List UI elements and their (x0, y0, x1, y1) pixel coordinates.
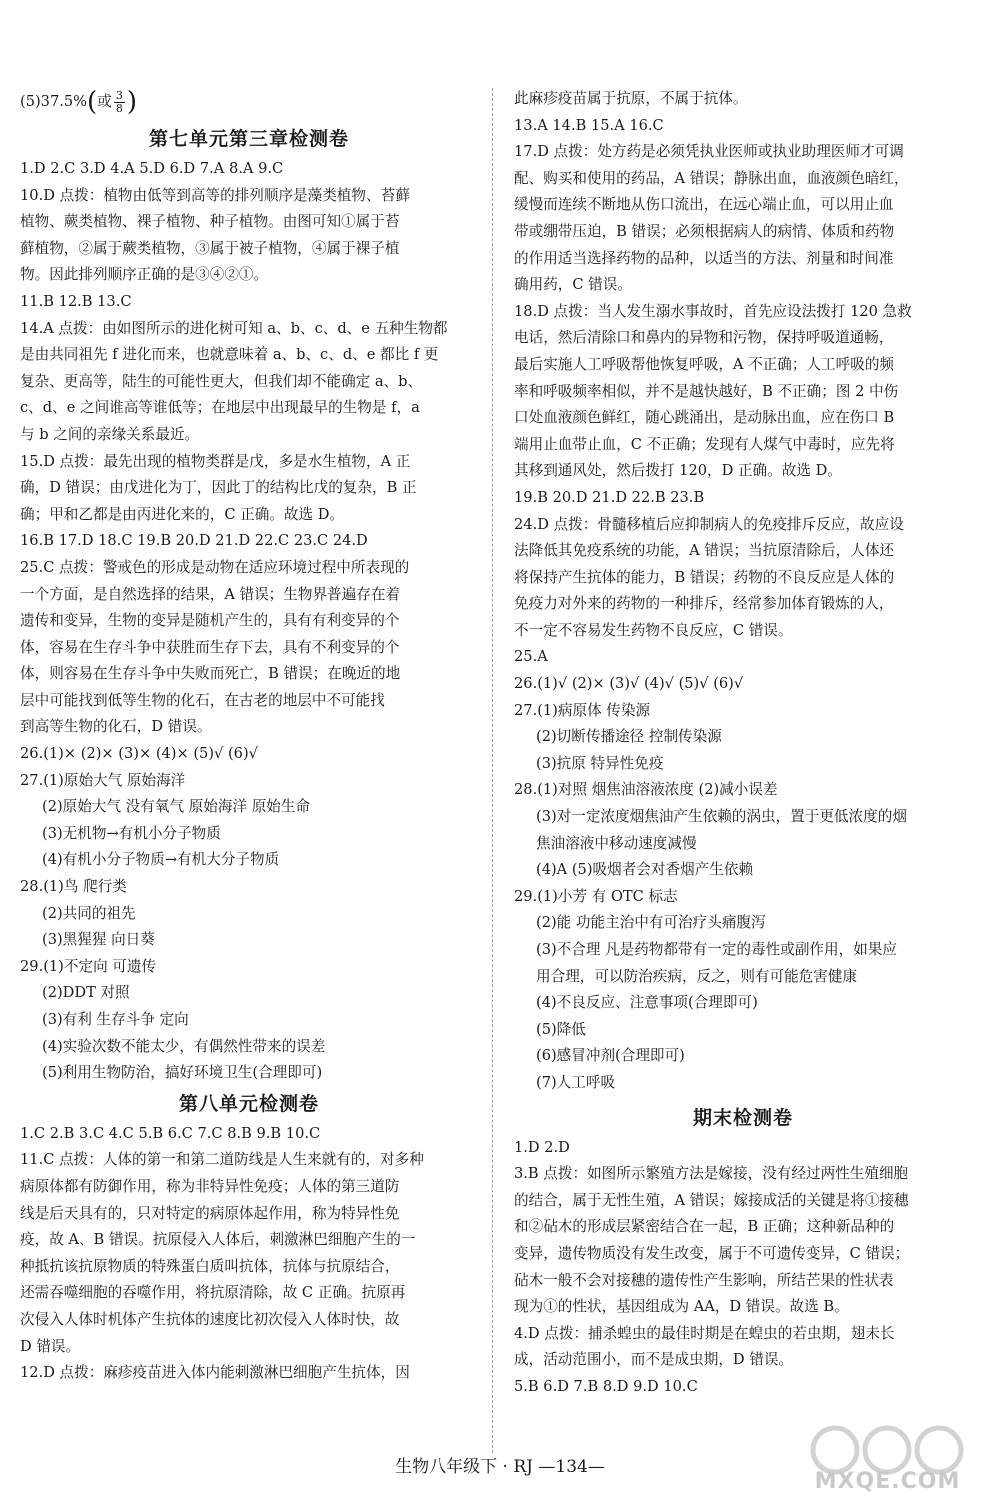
answer-line: 确；甲和乙都是由丙进化来的，C 正确。故选 D。 (20, 505, 345, 523)
answer-line: 缓慢而连续不断地从伤口流出，在远心端止血，可以用止血 (514, 196, 894, 214)
answer-line: 的作用适当选择药物的品种，以适当的方法、剂量和时间准 (514, 249, 894, 267)
answer-line: (4)不良反应、注意事项(合理即可) (536, 994, 758, 1012)
answer-line: 13.A 14.B 15.A 16.C (514, 116, 664, 134)
answer-line: 端用止血带止血，C 不正确；发现有人煤气中毒时，应先将 (514, 435, 895, 453)
right-column (514, 86, 972, 1401)
answer-line: 27.(1)病原体 传染源 (514, 701, 651, 719)
answer-line: (3)有利 生存斗争 定向 (42, 1011, 189, 1028)
left-block-6 (20, 980, 478, 1086)
answer-line: (4)有机小分子物质→有机大分子物质 (42, 851, 280, 869)
answer-line: 4.D 点拨：捕杀蝗虫的最佳时期是在蝗虫的若虫期，翅未长 (514, 1324, 895, 1342)
answer-line: 线是后天具有的，只对特定的病原体起作用，称为特异性免 (20, 1204, 400, 1222)
answer-line: 口处血液颜色鲜红，随心跳涌出，是动脉出血，应在伤口 B (514, 409, 895, 427)
answer-line: 体，容易在生存斗争中获胜而生存下去，具有不利变异的个 (20, 638, 400, 656)
answer-line: 24.D 点拨：骨髓移植后应抑制病人的免疫排斥反应，故应设 (514, 515, 904, 533)
answer-line: 将保持产生抗体的能力，B 错误；药物的不良反应是人体的 (514, 568, 895, 586)
answer-line: c、d、e 之间谁高等谁低等；在地层中出现最早的生物是 f，a (20, 399, 420, 417)
left-block-5 (20, 954, 478, 981)
answer-line: 次侵入人体时机体产生抗体的速度比初次侵入人体时快，故 (20, 1310, 400, 1328)
left-block-4 (20, 901, 478, 954)
answer-line: 最后实施人工呼吸帮他恢复呼吸，A 不正确；人工呼吸的频 (514, 355, 895, 373)
answer-line: 29.(1)小芳 有 OTC 标志 (514, 887, 678, 905)
answer-line: 1.D 2.C 3.D 4.A 5.D 6.D 7.A 8.A 9.C (20, 160, 284, 177)
answer-line: (2)共同的祖先 (42, 904, 136, 922)
answer-line: 3.B 点拨：如图所示繁殖方法是嫁接，没有经过两性生殖细胞 (514, 1165, 909, 1183)
answer-line: D 错误。 (20, 1337, 81, 1355)
answer-line: 藓植物，②属于蕨类植物，③属于被子植物，④属于裸子植 (20, 239, 400, 257)
answer-line: 26.(1)√ (2)× (3)√ (4)√ (5)√ (6)√ (514, 675, 744, 693)
right-block-3 (514, 777, 972, 804)
answer-line: 11.C 点拨：人体的第一和第二道防线是人生来就有的，对多种 (20, 1151, 424, 1169)
answer-line: 配、购买和使用的药品，A 错误；静脉出血，血液颜色暗红， (514, 169, 909, 187)
answer-line: 复杂、更高等，陆生的可能性更大，但我们却不能确定 a、b、 (20, 372, 423, 390)
answer-line: 到高等生物的化石，D 错误。 (20, 718, 212, 736)
intro-close-paren: ) (126, 87, 137, 117)
answer-line: (5)降低 (536, 1020, 586, 1038)
left-block-3 (20, 874, 478, 901)
right-block-2 (514, 724, 972, 777)
answer-line: 12.D 点拨：麻疹疫苗进入体内能刺激淋巴细胞产生抗体，因 (20, 1364, 410, 1382)
answer-line: 是由共同祖先 f 进化而来，也就意味着 a、b、c、d、e 都比 f 更 (20, 346, 439, 364)
answer-line: (7)人工呼吸 (536, 1073, 616, 1091)
answer-line: 电话，然后清除口和鼻内的异物和污物，保持呼吸道通畅， (514, 329, 894, 347)
answer-line: 确，D 错误；由戊进化为丁，因此丁的结构比戊的复杂，B 正 (20, 479, 417, 497)
intro-open-paren: ( (87, 87, 98, 117)
answer-line: 物。因此排列顺序正确的是③④②①。 (20, 266, 269, 284)
answer-line: 25.C 点拨：警戒色的形成是动物在适应环境过程中所表现的 (20, 558, 410, 576)
answer-line: 率和呼吸频率相似，并不是越快越好，B 不正确；图 2 中伤 (514, 382, 899, 400)
answer-line: 一个方面，是自然选择的结果，A 错误；生物界普遍存在着 (20, 585, 401, 603)
answer-line: 变异，遗传物质没有发生改变，属于不可遗传变异，C 错误； (514, 1244, 910, 1262)
left-block-7 (20, 1121, 478, 1387)
page-footer: 生物八年级下 · RJ —134— (395, 1457, 605, 1477)
right-block-1 (514, 86, 972, 724)
answer-line: 28.(1)对照 烟焦油溶液浓度 (2)减小误差 (514, 781, 778, 799)
answer-line: 10.D 点拨：植物由低等到高等的排列顺序是藻类植物、苔藓 (20, 186, 410, 204)
answer-line: 砧木一般不会对接穗的遗传性产生影响，所结芒果的性状表 (514, 1271, 894, 1289)
answer-line: 与 b 之间的亲缘关系最近。 (20, 425, 200, 443)
answer-line: 植物、蕨类植物、裸子植物、种子植物。由图可知①属于苔 (20, 213, 400, 231)
answer-line: 带或绷带压迫，B 错误；必须根据病人的病情、体质和药物 (514, 222, 895, 240)
answer-line: 焦油溶液中移动速度减慢 (536, 834, 697, 852)
intro-or: 或 (97, 92, 112, 110)
answer-line: (4)实验次数不能太少，有偶然性带来的误差 (42, 1037, 326, 1055)
answer-line: 15.D 点拨：最先出现的植物类群是戊，多是水生植物，A 正 (20, 452, 411, 470)
fraction-numerator: 3 (115, 88, 123, 102)
answer-line: (3)无机物→有机小分子物质 (42, 824, 221, 842)
answer-line: 19.B 20.D 21.D 22.B 23.B (514, 488, 705, 506)
answer-line: 现为①的性状，基因组成为 AA，D 错误。故选 B。 (514, 1298, 849, 1316)
watermark-badge-icon (795, 1420, 980, 1476)
answer-line: 和②砧木的形成层紧密结合在一起，B 正确；这种新品种的 (514, 1218, 895, 1236)
answer-line: (2)DDT 对照 (42, 984, 130, 1002)
answer-line: 还需吞噬细胞的吞噬作用，将抗原清除，故 C 正确。抗原再 (20, 1284, 406, 1302)
answer-line: (3)黑猩猩 向日葵 (42, 931, 155, 949)
intro-prefix: (5)37.5% (20, 92, 88, 110)
answer-line: 病原体都有防御作用，称为非特异性免疫；人体的第三道防 (20, 1177, 400, 1195)
answer-line: 种抵抗该抗原物质的特殊蛋白质叫抗体，抗体与抗原结合， (20, 1257, 400, 1275)
answer-line: (2)原始大气 没有氧气 原始海洋 原始生命 (42, 798, 311, 816)
answer-line: 28.(1)鸟 爬行类 (20, 878, 127, 896)
answer-line: 免疫力对外来的药物的一种排斥，经常参加体育锻炼的人， (514, 595, 894, 613)
answer-line: 29.(1)不定向 可遗传 (20, 957, 157, 975)
answer-line: 25.A (514, 648, 548, 666)
answer-line: 27.(1)原始大气 原始海洋 (20, 771, 186, 789)
answer-line: 确用药，C 错误。 (514, 276, 632, 294)
fraction-denominator: 8 (115, 101, 123, 115)
left-block-1 (20, 156, 478, 794)
answer-line: 1.D 2.D (514, 1138, 570, 1156)
answer-line: 不一定不容易发生药物不良反应，C 错误。 (514, 621, 793, 639)
answer-line: 18.D 点拨：当人发生溺水事故时，首先应设法拨打 120 急救 (514, 302, 912, 320)
answer-line: 11.B 12.B 13.C (20, 292, 132, 310)
right-block-7 (514, 1135, 972, 1401)
answer-line: (4)A (5)吸烟者会对香烟产生依赖 (536, 861, 754, 879)
right-block-6 (514, 910, 972, 1096)
answer-line: 体，则容易在生存斗争中失败而死亡，B 错误；在晚近的地 (20, 665, 401, 683)
answer-line: (3)抗原 特异性免疫 (536, 754, 664, 772)
answer-line: 1.C 2.B 3.C 4.C 5.B 6.C 7.C 8.B 9.B 10.C (20, 1124, 321, 1142)
answer-line: 17.D 点拨：处方药是必须凭执业医师或执业助理医师才可调 (514, 143, 904, 161)
left-column (20, 82, 478, 1387)
answer-line: (2)切断传播途径 控制传染源 (536, 728, 722, 746)
answer-line: 16.B 17.D 18.C 19.B 20.D 21.D 22.C 23.C 24.D (20, 532, 368, 550)
column-divider (492, 88, 493, 1453)
answer-line: (6)感冒冲剂(合理即可) (536, 1047, 685, 1065)
answer-line: 用合理，可以防治疾病，反之，则有可能危害健康 (536, 967, 858, 985)
answer-line: 法降低其免疫系统的功能，A 错误；当抗原清除后，人体还 (514, 542, 895, 560)
right-block-5 (514, 884, 972, 911)
intro-line (20, 82, 478, 122)
right-block-4 (514, 804, 972, 884)
intro-fraction (114, 90, 125, 115)
left-block-2 (20, 794, 478, 874)
answer-line: 5.B 6.D 7.B 8.D 9.D 10.C (514, 1377, 698, 1395)
answer-line: (2)能 功能主治中有可治疗头痛腹泻 (536, 914, 766, 932)
section-heading-final-exam: 期末检测卷 (692, 1106, 793, 1129)
answer-line: (3)不合理 凡是药物都带有一定的毒性或副作用，如果应 (536, 941, 897, 958)
answer-line: 的结合，属于无性生殖，A 错误；嫁接成活的关键是将①接穗 (514, 1191, 909, 1209)
section-heading-unit7-ch3: 第七单元第三章检测卷 (148, 128, 349, 150)
answer-line: 26.(1)× (2)× (3)× (4)× (5)√ (6)√ (20, 745, 258, 763)
answer-line: 此麻疹疫苗属于抗原，不属于抗体。 (514, 90, 748, 107)
watermark-text: MXQE.COM (814, 1469, 961, 1494)
answer-line: 成，活动范围小，而不是成虫期，D 错误。 (514, 1351, 794, 1369)
answer-line: (5)利用生物防治，搞好环境卫生(合理即可) (42, 1064, 323, 1082)
watermark-logo (795, 1420, 980, 1496)
answer-line: 遗传和变异，生物的变异是随机产生的，具有有利变异的个 (20, 612, 400, 630)
answer-line: (3)对一定浓度烟焦油产生依赖的涡虫，置于更低浓度的烟 (536, 808, 907, 826)
answer-line: 层中可能找到低等生物的化石，在古老的地层中不可能找 (20, 691, 385, 709)
answer-line: 其移到通风处，然后拨打 120，D 正确。故选 D。 (514, 462, 842, 480)
answer-line: 疫，故 A、B 错误。抗原侵入人体后，刺激淋巴细胞产生的一 (20, 1231, 416, 1249)
answer-line: 14.A 点拨：由如图所示的进化树可知 a、b、c、d、e 五种生物都 (20, 319, 448, 337)
section-heading-unit8: 第八单元检测卷 (178, 1092, 319, 1115)
